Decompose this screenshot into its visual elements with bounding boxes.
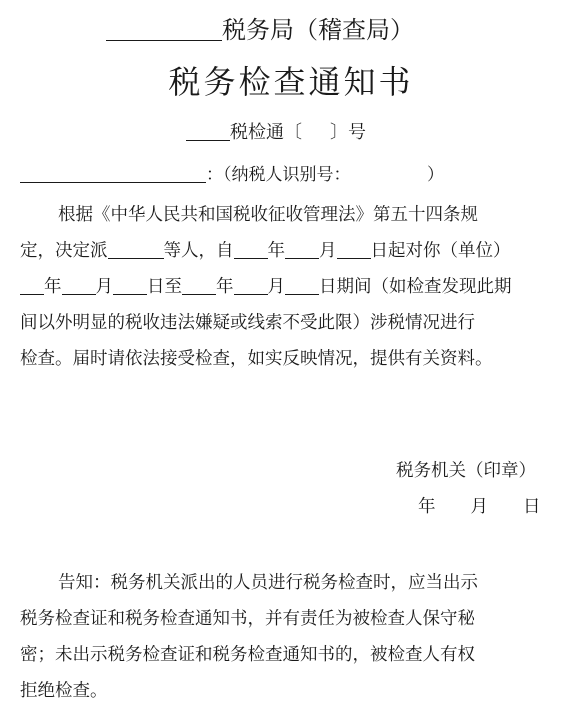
notice-line-4: 拒绝检查。 xyxy=(20,681,108,701)
agency-line xyxy=(106,12,414,48)
body-text: 等人，自 xyxy=(163,241,234,261)
body-line-4: 间以外明显的税收违法嫌疑或线索不受此限）涉税情况进行 xyxy=(20,313,475,333)
doc-number-suffix: 〕号 xyxy=(330,122,366,143)
date-blank xyxy=(182,294,216,295)
agency-suffix: 税务局（稽查局） xyxy=(222,16,414,44)
inspector-blank xyxy=(108,258,164,259)
date-blank xyxy=(113,294,147,295)
date-blank xyxy=(337,258,371,259)
body-text: 年 xyxy=(216,277,234,297)
body-text: 日至 xyxy=(147,277,182,297)
notice-line-3: 密；未出示税务检查证和税务检查通知书的，被检查人有权 xyxy=(20,645,475,665)
date-blank xyxy=(20,294,44,295)
document-number-line xyxy=(186,118,366,148)
body-text: 月 xyxy=(319,241,337,261)
date-blank xyxy=(285,258,319,259)
recipient-suffix: ：（纳税人识别号： ） xyxy=(206,165,444,185)
date-blank xyxy=(285,294,319,295)
document-title: 税务检查通知书 xyxy=(168,63,414,101)
body-text: 定，决定派 xyxy=(20,241,108,261)
body-text: 年 xyxy=(267,241,285,261)
signature-org: 税务机关（印章） xyxy=(396,461,536,481)
notice-line-1: 告知：税务机关派出的人员进行税务检查时，应当出示 xyxy=(58,573,478,593)
agency-name-blank xyxy=(106,40,222,41)
body-line-3 xyxy=(20,272,512,302)
date-blank xyxy=(234,294,268,295)
doc-prefix-blank xyxy=(186,140,230,141)
signature-date: 年 月 日 xyxy=(418,497,541,517)
doc-number-prefix: 税检通〔 xyxy=(230,122,302,143)
body-text: 日期间（如检查发现此期 xyxy=(319,277,512,297)
body-text: 日起对你（单位） xyxy=(370,241,511,261)
body-text: 月 xyxy=(267,277,285,297)
body-line-2 xyxy=(20,236,511,266)
date-blank xyxy=(234,258,268,259)
recipient-line xyxy=(20,160,444,190)
recipient-name-blank xyxy=(20,182,206,183)
notice-line-2: 税务检查证和税务检查通知书，并有责任为被检查人保守秘 xyxy=(20,609,475,629)
body-line-5: 检查。届时请依法接受检查，如实反映情况，提供有关资料。 xyxy=(20,349,493,369)
body-text: 月 xyxy=(95,277,113,297)
body-text: 年 xyxy=(44,277,62,297)
date-blank xyxy=(62,294,96,295)
body-line-1: 根据《中华人民共和国税收征收管理法》第五十四条规 xyxy=(58,205,478,225)
